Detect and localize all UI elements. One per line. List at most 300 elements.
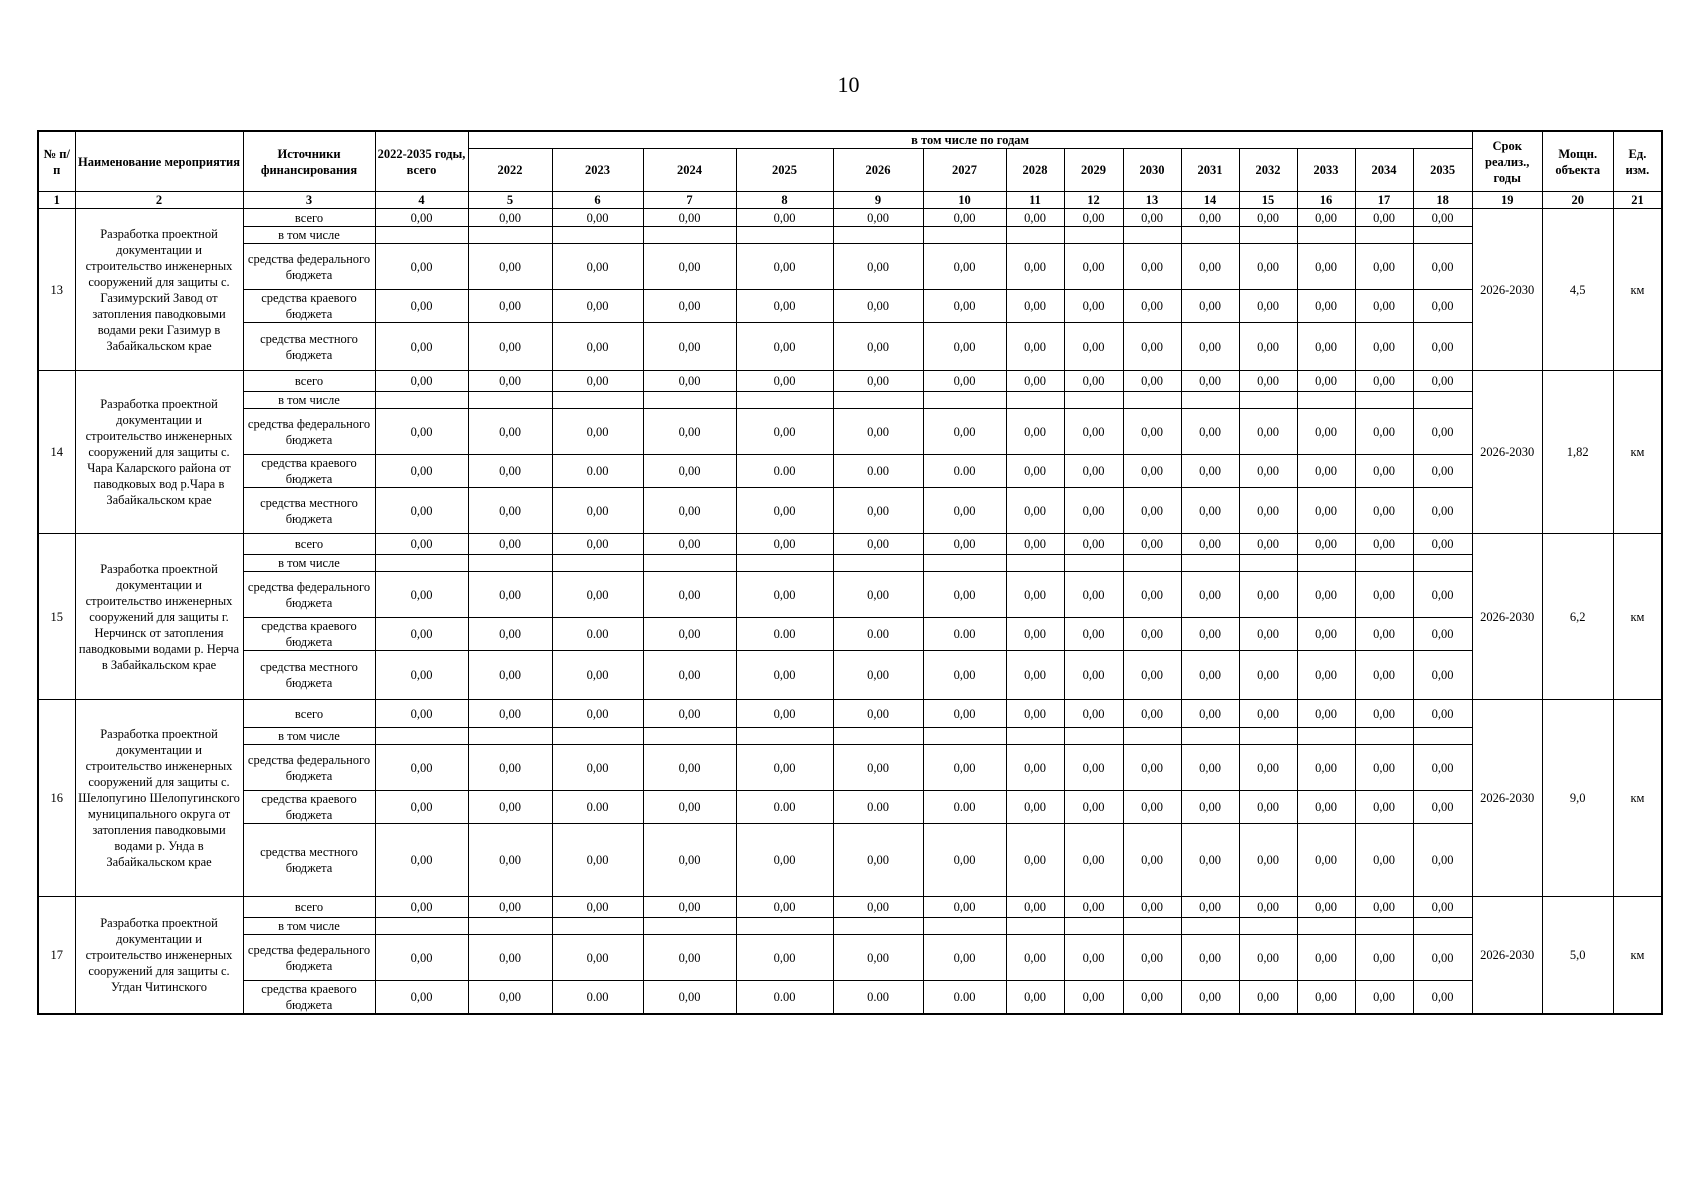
value-cell: 0,00	[1355, 209, 1413, 227]
value-cell-empty	[1181, 392, 1239, 409]
source-regional: средства краевого бюджета	[243, 290, 375, 323]
column-index: 13	[1123, 192, 1181, 209]
table-row	[38, 392, 1662, 409]
value-cell: 0,00	[1064, 409, 1123, 455]
table-row	[38, 534, 1662, 555]
value-cell: 0,00	[1006, 409, 1064, 455]
value-cell-empty	[468, 918, 552, 935]
value-cell: 0,00	[1355, 981, 1413, 1015]
value-cell: 0,00	[1064, 700, 1123, 728]
value-cell: 0,00	[736, 409, 833, 455]
value-cell: 0,00	[1006, 534, 1064, 555]
value-cell: 0,00	[552, 572, 643, 618]
table-row	[38, 209, 1662, 227]
value-cell: 0,00	[1413, 290, 1472, 323]
value-cell-empty	[1006, 728, 1064, 745]
value-cell: 0,00	[1123, 618, 1181, 651]
value-cell: 0,00	[1297, 572, 1355, 618]
table-row	[38, 700, 1662, 728]
header-by-years: в том числе по годам	[468, 131, 1472, 149]
value-cell: 0,00	[1181, 409, 1239, 455]
value-cell-empty	[736, 728, 833, 745]
column-index: 1	[38, 192, 75, 209]
value-cell: 0.00	[923, 981, 1006, 1015]
header-capacity: Мощн. объекта	[1542, 131, 1613, 192]
header-unit: Ед. изм.	[1613, 131, 1662, 192]
value-cell-empty	[923, 227, 1006, 244]
value-cell: 0,00	[1355, 651, 1413, 700]
column-index: 19	[1472, 192, 1542, 209]
term-cell: 2026-2030	[1472, 209, 1542, 371]
header-year: 2031	[1181, 149, 1239, 192]
value-cell: 0,00	[736, 209, 833, 227]
table-row	[38, 455, 1662, 488]
value-cell: 0.00	[833, 618, 923, 651]
value-cell: 0,00	[1297, 244, 1355, 290]
value-cell: 0,00	[552, 290, 643, 323]
table-row	[38, 572, 1662, 618]
financing-table	[37, 130, 1663, 1015]
value-cell: 0,00	[736, 371, 833, 392]
value-cell: 0,00	[736, 700, 833, 728]
table-row	[38, 897, 1662, 918]
value-cell: 0,00	[643, 209, 736, 227]
value-cell: 0,00	[1006, 935, 1064, 981]
value-cell: 0,00	[1297, 534, 1355, 555]
value-cell: 0,00	[643, 824, 736, 897]
value-cell: 0,00	[1239, 981, 1297, 1015]
value-cell: 0,00	[643, 534, 736, 555]
column-index: 6	[552, 192, 643, 209]
value-cell: 0,00	[1006, 700, 1064, 728]
value-cell: 0,00	[1355, 371, 1413, 392]
value-cell-empty	[552, 392, 643, 409]
value-cell: 0,00	[375, 572, 468, 618]
value-cell: 0,00	[1239, 371, 1297, 392]
value-cell: 0,00	[1006, 371, 1064, 392]
value-cell-empty	[1006, 918, 1064, 935]
value-cell-empty	[468, 728, 552, 745]
value-cell: 0,00	[1123, 534, 1181, 555]
value-cell-empty	[552, 227, 643, 244]
value-cell-empty	[552, 728, 643, 745]
value-cell-empty	[1123, 728, 1181, 745]
value-cell: 0,00	[1355, 824, 1413, 897]
value-cell-empty	[643, 555, 736, 572]
value-cell: 0.00	[552, 618, 643, 651]
value-cell: 0,00	[1123, 455, 1181, 488]
value-cell: 0,00	[375, 981, 468, 1015]
header-total: 2022-2035 годы, всего	[375, 131, 468, 192]
value-cell-empty	[923, 728, 1006, 745]
value-cell: 0,00	[375, 371, 468, 392]
value-cell: 0,00	[552, 745, 643, 791]
value-cell: 0.00	[833, 455, 923, 488]
value-cell: 0,00	[1064, 791, 1123, 824]
value-cell: 0,00	[375, 488, 468, 534]
value-cell: 0,00	[1413, 209, 1472, 227]
header-source: Источники финансирования	[243, 131, 375, 192]
value-cell: 0,00	[552, 700, 643, 728]
value-cell-empty	[1181, 918, 1239, 935]
column-index: 15	[1239, 192, 1297, 209]
value-cell: 0,00	[1355, 618, 1413, 651]
value-cell: 0,00	[468, 534, 552, 555]
header-year: 2032	[1239, 149, 1297, 192]
table-row	[38, 791, 1662, 824]
value-cell: 0,00	[1413, 981, 1472, 1015]
source-local: средства местного бюджета	[243, 488, 375, 534]
value-cell: 0,00	[1239, 618, 1297, 651]
value-cell: 0,00	[1181, 371, 1239, 392]
value-cell: 0,00	[1239, 791, 1297, 824]
value-cell: 0,00	[833, 651, 923, 700]
value-cell: 0,00	[1297, 409, 1355, 455]
header-year: 2023	[552, 149, 643, 192]
value-cell-empty	[923, 918, 1006, 935]
value-cell: 0,00	[1413, 897, 1472, 918]
value-cell-empty	[736, 227, 833, 244]
header-year: 2033	[1297, 149, 1355, 192]
capacity-cell: 1,82	[1542, 371, 1613, 534]
value-cell: 0,00	[1239, 651, 1297, 700]
value-cell: 0,00	[643, 409, 736, 455]
value-cell: 0,00	[552, 323, 643, 371]
value-cell-empty	[1064, 728, 1123, 745]
value-cell-empty	[1181, 728, 1239, 745]
value-cell: 0,00	[1413, 244, 1472, 290]
value-cell: 0,00	[468, 290, 552, 323]
source-regional: средства краевого бюджета	[243, 455, 375, 488]
value-cell-empty	[1297, 227, 1355, 244]
row-number: 16	[38, 700, 75, 897]
column-index: 18	[1413, 192, 1472, 209]
value-cell: 0,00	[1064, 244, 1123, 290]
value-cell-empty	[1413, 555, 1472, 572]
value-cell: 0,00	[468, 244, 552, 290]
value-cell: 0,00	[1239, 409, 1297, 455]
value-cell: 0.00	[923, 791, 1006, 824]
value-cell: 0,00	[1006, 651, 1064, 700]
value-cell: 0,00	[1123, 572, 1181, 618]
value-cell: 0,00	[1123, 244, 1181, 290]
measure-name: Разработка проектной документации и строительство инженерных сооружений для защиты с. Шелопугино Шелопугинского муниципального округа от затопления паводковыми водами р. Унда в Забайкальском крае	[75, 700, 243, 897]
value-cell-empty	[833, 227, 923, 244]
value-cell: 0,00	[375, 409, 468, 455]
source-regional: средства краевого бюджета	[243, 618, 375, 651]
column-index: 3	[243, 192, 375, 209]
value-cell: 0,00	[923, 244, 1006, 290]
value-cell: 0,00	[643, 488, 736, 534]
value-cell: 0,00	[1239, 488, 1297, 534]
value-cell: 0,00	[1064, 981, 1123, 1015]
value-cell: 0,00	[1181, 455, 1239, 488]
value-cell: 0,00	[375, 323, 468, 371]
value-cell: 0,00	[1239, 244, 1297, 290]
value-cell-empty	[1006, 555, 1064, 572]
table-row	[38, 745, 1662, 791]
value-cell: 0,00	[552, 651, 643, 700]
value-cell: 0,00	[1181, 824, 1239, 897]
value-cell: 0,00	[1355, 935, 1413, 981]
source-regional: средства краевого бюджета	[243, 981, 375, 1015]
value-cell: 0,00	[1239, 824, 1297, 897]
value-cell: 0,00	[643, 244, 736, 290]
value-cell: 0,00	[1413, 455, 1472, 488]
value-cell: 0,00	[1239, 572, 1297, 618]
value-cell: 0,00	[1239, 935, 1297, 981]
value-cell: 0,00	[1064, 209, 1123, 227]
value-cell: 0,00	[1181, 700, 1239, 728]
value-cell: 0,00	[1181, 572, 1239, 618]
value-cell: 0,00	[1064, 290, 1123, 323]
value-cell: 0,00	[736, 651, 833, 700]
value-cell: 0,00	[1006, 572, 1064, 618]
value-cell: 0,00	[1006, 981, 1064, 1015]
value-cell: 0,00	[1355, 244, 1413, 290]
value-cell-empty	[833, 555, 923, 572]
header-year: 2025	[736, 149, 833, 192]
header-year: 2022	[468, 149, 552, 192]
value-cell-empty	[833, 392, 923, 409]
value-cell: 0,00	[468, 745, 552, 791]
value-cell-empty	[552, 918, 643, 935]
table-row	[38, 824, 1662, 897]
value-cell: 0,00	[1413, 824, 1472, 897]
value-cell: 0,00	[468, 455, 552, 488]
value-cell: 0,00	[375, 534, 468, 555]
value-cell: 0,00	[1064, 455, 1123, 488]
value-cell: 0,00	[736, 824, 833, 897]
value-cell: 0,00	[736, 572, 833, 618]
source-federal: средства федерального бюджета	[243, 409, 375, 455]
value-cell-empty	[1239, 728, 1297, 745]
value-cell: 0,00	[1064, 572, 1123, 618]
value-cell: 0,00	[1413, 700, 1472, 728]
value-cell: 0,00	[1239, 897, 1297, 918]
value-cell: 0,00	[1064, 897, 1123, 918]
value-cell: 0,00	[375, 745, 468, 791]
value-cell: 0,00	[1181, 244, 1239, 290]
value-cell-empty	[1123, 555, 1181, 572]
value-cell: 0,00	[1181, 290, 1239, 323]
value-cell-empty	[736, 555, 833, 572]
value-cell-empty	[643, 392, 736, 409]
value-cell: 0,00	[1413, 488, 1472, 534]
value-cell-empty	[1123, 392, 1181, 409]
column-index: 21	[1613, 192, 1662, 209]
value-cell: 0,00	[1181, 488, 1239, 534]
value-cell: 0,00	[1123, 981, 1181, 1015]
value-cell-empty	[375, 555, 468, 572]
source-total: всего	[243, 371, 375, 392]
header-year: 2029	[1064, 149, 1123, 192]
value-cell-empty	[923, 392, 1006, 409]
value-cell: 0.00	[736, 455, 833, 488]
value-cell: 0,00	[1123, 290, 1181, 323]
value-cell: 0.00	[552, 791, 643, 824]
value-cell: 0,00	[923, 409, 1006, 455]
header-term: Срок реализ., годы	[1472, 131, 1542, 192]
value-cell-empty	[923, 555, 1006, 572]
value-cell: 0,00	[1123, 651, 1181, 700]
column-index: 2	[75, 192, 243, 209]
value-cell: 0,00	[552, 488, 643, 534]
value-cell: 0.00	[552, 455, 643, 488]
table-row	[38, 244, 1662, 290]
value-cell: 0,00	[1181, 935, 1239, 981]
value-cell: 0,00	[833, 323, 923, 371]
value-cell-empty	[1413, 728, 1472, 745]
value-cell: 0,00	[1413, 572, 1472, 618]
value-cell: 0,00	[736, 488, 833, 534]
value-cell: 0,00	[643, 618, 736, 651]
value-cell: 0,00	[1413, 323, 1472, 371]
source-including: в том числе	[243, 918, 375, 935]
value-cell: 0,00	[552, 824, 643, 897]
value-cell: 0,00	[736, 244, 833, 290]
value-cell: 0,00	[1006, 618, 1064, 651]
value-cell: 0.00	[923, 618, 1006, 651]
source-including: в том числе	[243, 555, 375, 572]
value-cell: 0,00	[1413, 791, 1472, 824]
value-cell: 0,00	[1297, 371, 1355, 392]
value-cell: 0,00	[1006, 455, 1064, 488]
value-cell: 0,00	[375, 935, 468, 981]
value-cell: 0,00	[1297, 824, 1355, 897]
value-cell: 0,00	[375, 700, 468, 728]
unit-cell: км	[1613, 700, 1662, 897]
measure-name: Разработка проектной документации и строительство инженерных сооружений для защиты с. Газимурский Завод от затопления паводковыми водами реки Газимур в Забайкальском крае	[75, 209, 243, 371]
value-cell: 0,00	[923, 651, 1006, 700]
source-total: всего	[243, 897, 375, 918]
value-cell: 0,00	[833, 700, 923, 728]
term-cell: 2026-2030	[1472, 700, 1542, 897]
measure-name: Разработка проектной документации и строительство инженерных сооружений для защиты с. Угдан Читинского	[75, 897, 243, 1015]
term-cell: 2026-2030	[1472, 534, 1542, 700]
value-cell: 0,00	[1181, 323, 1239, 371]
source-regional: средства краевого бюджета	[243, 791, 375, 824]
capacity-cell: 6,2	[1542, 534, 1613, 700]
value-cell: 0,00	[833, 824, 923, 897]
column-index: 5	[468, 192, 552, 209]
value-cell: 0,00	[1239, 209, 1297, 227]
value-cell: 0,00	[552, 897, 643, 918]
table-row	[38, 981, 1662, 1015]
header-year: 2027	[923, 149, 1006, 192]
value-cell: 0,00	[1239, 323, 1297, 371]
column-index: 17	[1355, 192, 1413, 209]
column-index: 4	[375, 192, 468, 209]
value-cell: 0.00	[833, 981, 923, 1015]
value-cell: 0,00	[1297, 651, 1355, 700]
measure-name: Разработка проектной документации и строительство инженерных сооружений для защиты с. Чара Каларского района от паводковых вод р.Чара в Забайкальском крае	[75, 371, 243, 534]
row-number: 15	[38, 534, 75, 700]
value-cell: 0,00	[1123, 700, 1181, 728]
measure-name: Разработка проектной документации и строительство инженерных сооружений для защиты г. Нерчинск от затопления паводковыми водами р. Нерча в Забайкальском крае	[75, 534, 243, 700]
value-cell-empty	[1355, 227, 1413, 244]
value-cell-empty	[375, 392, 468, 409]
source-including: в том числе	[243, 728, 375, 745]
value-cell: 0,00	[833, 488, 923, 534]
value-cell: 0,00	[552, 371, 643, 392]
column-index: 8	[736, 192, 833, 209]
value-cell-empty	[1239, 555, 1297, 572]
unit-cell: км	[1613, 534, 1662, 700]
value-cell-empty	[1064, 918, 1123, 935]
value-cell: 0,00	[1181, 981, 1239, 1015]
value-cell: 0,00	[1006, 209, 1064, 227]
value-cell: 0,00	[1064, 534, 1123, 555]
value-cell: 0,00	[736, 935, 833, 981]
value-cell: 0,00	[1064, 371, 1123, 392]
value-cell: 0,00	[1006, 488, 1064, 534]
value-cell: 0.00	[552, 981, 643, 1015]
value-cell: 0,00	[1123, 409, 1181, 455]
value-cell: 0,00	[1355, 897, 1413, 918]
table-row	[38, 651, 1662, 700]
value-cell: 0,00	[923, 323, 1006, 371]
value-cell: 0,00	[375, 244, 468, 290]
value-cell-empty	[1064, 555, 1123, 572]
value-cell: 0,00	[468, 824, 552, 897]
value-cell: 0,00	[1413, 409, 1472, 455]
value-cell: 0,00	[1239, 745, 1297, 791]
term-cell: 2026-2030	[1472, 897, 1542, 1015]
value-cell: 0,00	[552, 935, 643, 981]
value-cell: 0,00	[468, 935, 552, 981]
value-cell: 0,00	[643, 700, 736, 728]
value-cell: 0,00	[643, 935, 736, 981]
header-year: 2030	[1123, 149, 1181, 192]
value-cell: 0,00	[468, 897, 552, 918]
source-including: в том числе	[243, 392, 375, 409]
value-cell: 0,00	[833, 244, 923, 290]
value-cell: 0,00	[1064, 935, 1123, 981]
table-row	[38, 728, 1662, 745]
column-index: 12	[1064, 192, 1123, 209]
value-cell: 0,00	[1297, 897, 1355, 918]
value-cell: 0,00	[833, 935, 923, 981]
value-cell: 0,00	[1181, 791, 1239, 824]
value-cell: 0,00	[375, 651, 468, 700]
source-including: в том числе	[243, 227, 375, 244]
value-cell: 0,00	[643, 290, 736, 323]
value-cell: 0,00	[923, 700, 1006, 728]
value-cell-empty	[1239, 392, 1297, 409]
value-cell-empty	[1355, 918, 1413, 935]
value-cell: 0,00	[375, 618, 468, 651]
value-cell-empty	[1123, 918, 1181, 935]
value-cell: 0,00	[923, 488, 1006, 534]
header-year: 2028	[1006, 149, 1064, 192]
value-cell: 0,00	[468, 618, 552, 651]
value-cell: 0,00	[1239, 534, 1297, 555]
value-cell: 0,00	[1297, 618, 1355, 651]
value-cell: 0,00	[1297, 488, 1355, 534]
value-cell: 0,00	[1355, 323, 1413, 371]
source-federal: средства федерального бюджета	[243, 745, 375, 791]
value-cell-empty	[468, 227, 552, 244]
value-cell: 0,00	[1181, 618, 1239, 651]
value-cell: 0,00	[643, 455, 736, 488]
value-cell: 0,00	[643, 371, 736, 392]
value-cell-empty	[375, 728, 468, 745]
header-year: 2024	[643, 149, 736, 192]
value-cell: 0,00	[643, 572, 736, 618]
value-cell: 0,00	[923, 745, 1006, 791]
value-cell: 0,00	[923, 534, 1006, 555]
